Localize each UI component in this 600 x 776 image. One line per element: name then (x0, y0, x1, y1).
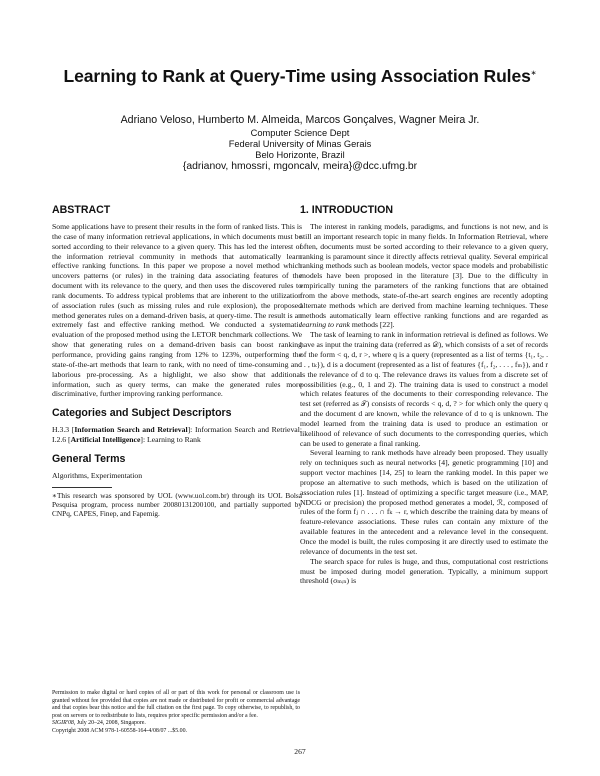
permission-text: Permission to make digital or hard copies of all or part of this work for personal or classroom use is granted without fee provided that copies are not made or distributed for profit or commercial advantage and that copies bear this notice and the full citation on the first page. To copy otherwise, to republish, to post on servers or to redistribute to lists, requires prior specific permission and/or a fee. (52, 690, 300, 719)
venue-name: SIGIR'08, (52, 720, 76, 727)
affiliation-dept: Computer Science Dept (250, 128, 350, 138)
categories-heading: Categories and Subject Descriptors (52, 407, 232, 420)
title-text: Learning to Rank at Query-Time using Association Rules (63, 66, 531, 86)
author-list: Adriano Veloso, Humberto M. Almeida, Marcos Gonçalves, Wagner Meira Jr. (120, 114, 480, 126)
paper-title (0, 66, 600, 87)
intro-paragraph-4: The search space for rules is huge, and thus, computational cost restrictions must be imposed during model generation. Typically, a minimum support threshold (σₘᵢₙ) is (300, 556, 548, 586)
category-1: Information Search and Retrieval (74, 425, 188, 435)
page-number: 267 (294, 747, 306, 756)
category-2: Artificial Intelligence (70, 435, 141, 445)
category-code: H.3.3 [ (52, 425, 75, 435)
title-footnote-mark: ∗ (530, 70, 537, 78)
copyright-line: Copyright 2008 ACM 978-1-60558-164-4/08/07 ...$5.00. (52, 727, 187, 734)
affiliation-emails: {adrianov, hmossri, mgoncalv, meira}@dcc.ufmg.br (182, 161, 418, 172)
category-2-rest: ]: Learning to Rank (140, 435, 201, 445)
introduction-heading: 1. INTRODUCTION (300, 204, 393, 216)
left-column (52, 204, 302, 518)
intro-p1-text: The interest in ranking models, paradigms, and functions is not new, and is still an important research topic in many fields. In Information Retrieval, where often, documents must be sorted according to their relevance to a given query, ranking is paramount since it directly affects retrieval quality. Several empirical ranking methods such as boolean models, vector space models and probabilistic models have been proposed in the literature [3]. Due to the difficulty in empirically tuning the parameters of the ranking functions that are obtained from the above methods, state-of-the-art search engines are recently adopting alternate methods which are derived from machine learning techniques. These methods automatically learn effective ranking functions and are regarded as (300, 222, 548, 320)
abstract-text: Some applications have to present their results in the form of ranked lists. This is the case of many information retrieval applications, in which documents must be sorted according to their relevance to a given query. This has led the interest of the information retrieval community in methods that automatically learn effective ranking functions. In this paper we propose a novel method which uncovers patterns (or rules) in the training data associating features of the document with its relevance to the query, and then uses the discovered rules to rank documents. To address typical problems that are inherent to the utilization of association rules (such as missing rules and rule explosion), the proposed method generates rules on a demand-driven basis, at query-time. The result is an extremely fast and effective ranking method. We conducted a systematic evaluation of the proposed method using the LETOR benchmark collections. We show that generating rules on a demand-driven basis can boost ranking performance, providing gains ranging from 12% to 123%, outperforming the state-of-the-art methods that learn to rank, with no need of time-consuming and laborious pre-processing. As a highlight, we also show that additional information, such as query terms, can make the generated rules more discriminative, further improving ranking performance. (52, 222, 302, 399)
intro-p1-end: methods [22]. (351, 320, 395, 330)
terms-text: Algorithms, Experimentation (52, 470, 143, 480)
category-1-rest: ]: Information Search and Retrieval; I.2.6 [ (52, 425, 302, 445)
intro-paragraph-3: Several learning to rank methods have already been proposed. They usually rely on techniques such as neural networks [4], genetic programming [10] and support vector machines [14, 25] to learn the ranking model. In this paper we propose an alternative to such methods, which is based on the utilization of association rules [1]. Instead of optimizing a specific target measure (i.e., MAP, NDCG or precision) the proposed method generates a model, ℛ, composed of rules of the form fⱼ ∩ . . . ∩ fₖ → r, which describe the training data by means of feature-relevance associations. These rules can contain any mixture of the available features in the antecedent and a relevance level in the consequent. Once the model is built, the rules composing it are directly used to estimate the relevance of documents in the test set. (300, 448, 548, 556)
sponsor-footnote: ∗This research was sponsored by UOL (www.uol.com.br) through its UOL Bolsa Pesquisa program, process number 20080131200100, and partially supported by CNPq, CAPES, Finep, and Fapemig. (52, 490, 302, 519)
right-column (300, 204, 548, 586)
permission-notice (52, 690, 300, 736)
abstract-heading: ABSTRACT (52, 204, 111, 216)
intro-paragraph-1 (300, 222, 548, 330)
terms-heading: General Terms (52, 452, 126, 465)
affiliation-university: Federal University of Minas Gerais (228, 139, 372, 149)
affiliation-city: Belo Horizonte, Brazil (255, 150, 345, 160)
categories-text (52, 425, 302, 445)
venue-details: July 20–24, 2008, Singapore. (75, 720, 146, 727)
intro-p1-italic: learning to rank (300, 320, 350, 330)
footnote-divider (52, 487, 112, 488)
intro-paragraph-2: The task of learning to rank in information retrieval is defined as follows. We have as input the training data (referred as 𝒟), which consists of a set of records of the form < q, d, r >, where q is a query (represented as a list of terms {t₁, t₂, . . . , tₖ}), d is a document (represented as a list of features {f₁, f₂, . . . , fₘ}), and r is the relevance of d to q. The relevance draws its values from a discrete set of possibilities (e.g., 0, 1 and 2). The training data is used to construct a model which relates features of the documents to their corresponding relevance. The test set (referred as 𝒯) consists of records < q, d, ? > for which only the query q and the document d are known, while the relevance of d to q is unknown. The model learned from the training data is used to produce an estimation or likelihood of relevance of such documents to the corresponding queries, which can be used to generate a final ranking. (300, 330, 548, 448)
